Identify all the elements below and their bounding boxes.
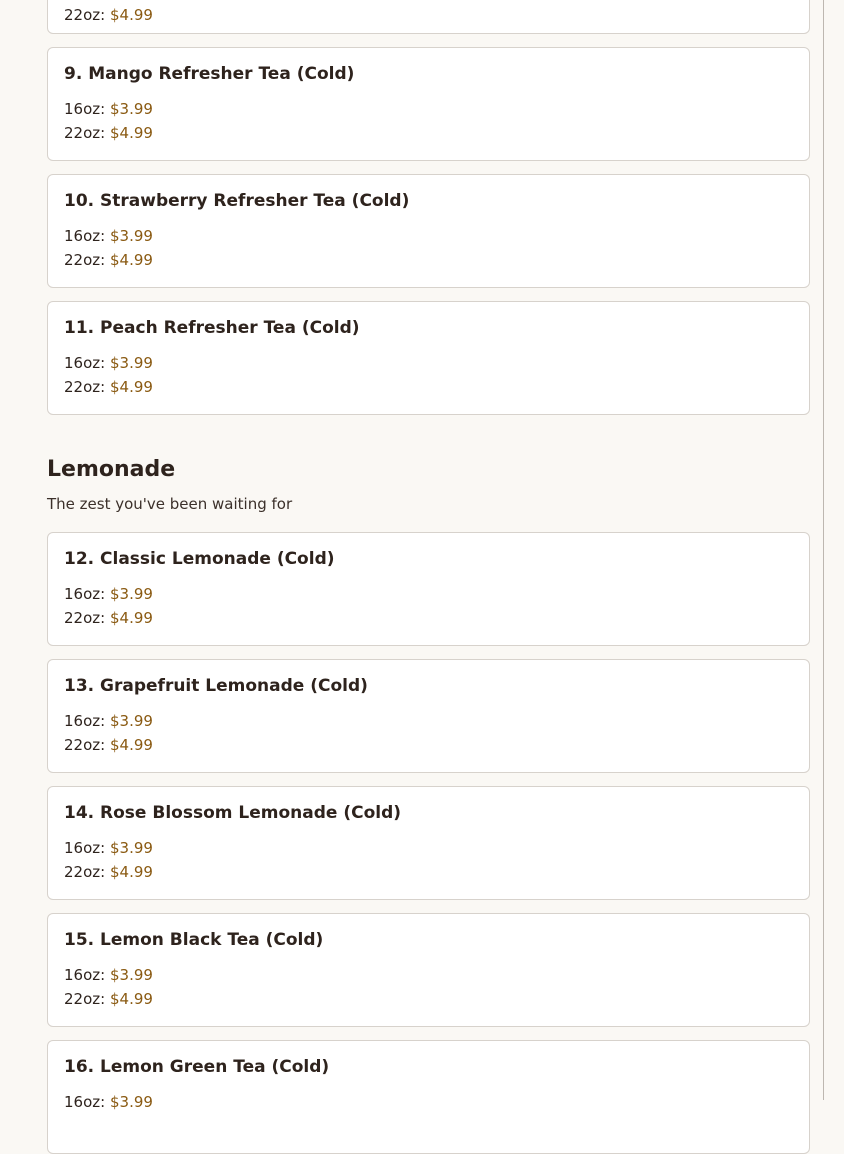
size-row xyxy=(64,227,153,245)
size-label: 22oz: xyxy=(64,609,106,627)
size-row xyxy=(64,1093,153,1111)
price: $3.99 xyxy=(109,354,153,372)
size-row xyxy=(64,990,153,1008)
price: $4.99 xyxy=(109,6,153,24)
menu-item-title: 10. Strawberry Refresher Tea (Cold) xyxy=(64,191,410,211)
price: $3.99 xyxy=(109,1093,153,1111)
size-label: 16oz: xyxy=(64,966,106,984)
size-label: 22oz: xyxy=(64,6,106,24)
price: $4.99 xyxy=(109,124,153,142)
size-row xyxy=(64,6,153,24)
size-label: 16oz: xyxy=(64,839,106,857)
price: $4.99 xyxy=(109,990,153,1008)
menu-item-card xyxy=(47,47,810,161)
size-row xyxy=(64,378,153,396)
menu-item-title: 12. Classic Lemonade (Cold) xyxy=(64,549,335,569)
size-label: 22oz: xyxy=(64,736,106,754)
menu-item-card xyxy=(47,913,810,1027)
price: $3.99 xyxy=(109,712,153,730)
price: $4.99 xyxy=(109,863,153,881)
menu-item-title: 9. Mango Refresher Tea (Cold) xyxy=(64,64,355,84)
price: $4.99 xyxy=(109,609,153,627)
size-label: 22oz: xyxy=(64,251,106,269)
menu-item-title: 15. Lemon Black Tea (Cold) xyxy=(64,930,324,950)
size-row xyxy=(64,124,153,142)
menu-item-card xyxy=(47,301,810,415)
size-label: 16oz: xyxy=(64,100,106,118)
menu-item-title: 14. Rose Blossom Lemonade (Cold) xyxy=(64,803,402,823)
size-row xyxy=(64,712,153,730)
price: $3.99 xyxy=(109,839,153,857)
size-label: 22oz: xyxy=(64,378,106,396)
size-row xyxy=(64,585,153,603)
section-title: Lemonade xyxy=(47,457,176,482)
price: $3.99 xyxy=(109,100,153,118)
menu-item-card xyxy=(47,786,810,900)
section-subtitle: The zest you've been waiting for xyxy=(47,495,293,513)
size-label: 22oz: xyxy=(64,990,106,1008)
menu-item-title: 11. Peach Refresher Tea (Cold) xyxy=(64,318,360,338)
size-row xyxy=(64,966,153,984)
size-label: 16oz: xyxy=(64,227,106,245)
size-row xyxy=(64,863,153,881)
price: $4.99 xyxy=(109,378,153,396)
size-row xyxy=(64,354,153,372)
size-row xyxy=(64,251,153,269)
size-row xyxy=(64,736,153,754)
size-label: 16oz: xyxy=(64,585,106,603)
price: $3.99 xyxy=(109,227,153,245)
price: $4.99 xyxy=(109,251,153,269)
menu-item-card xyxy=(47,1040,810,1154)
menu-item-card xyxy=(47,174,810,288)
size-row xyxy=(64,100,153,118)
menu-item-card xyxy=(47,659,810,773)
size-row xyxy=(64,609,153,627)
size-label: 22oz: xyxy=(64,124,106,142)
menu-item-title: 13. Grapefruit Lemonade (Cold) xyxy=(64,676,368,696)
size-label: 16oz: xyxy=(64,354,106,372)
size-label: 16oz: xyxy=(64,1093,106,1111)
size-label: 16oz: xyxy=(64,712,106,730)
price: $3.99 xyxy=(109,966,153,984)
menu-item-card xyxy=(47,0,810,34)
size-label: 22oz: xyxy=(64,863,106,881)
menu-item-title: 16. Lemon Green Tea (Cold) xyxy=(64,1057,330,1077)
price: $3.99 xyxy=(109,585,153,603)
size-row xyxy=(64,839,153,857)
menu-item-card xyxy=(47,532,810,646)
price: $4.99 xyxy=(109,736,153,754)
